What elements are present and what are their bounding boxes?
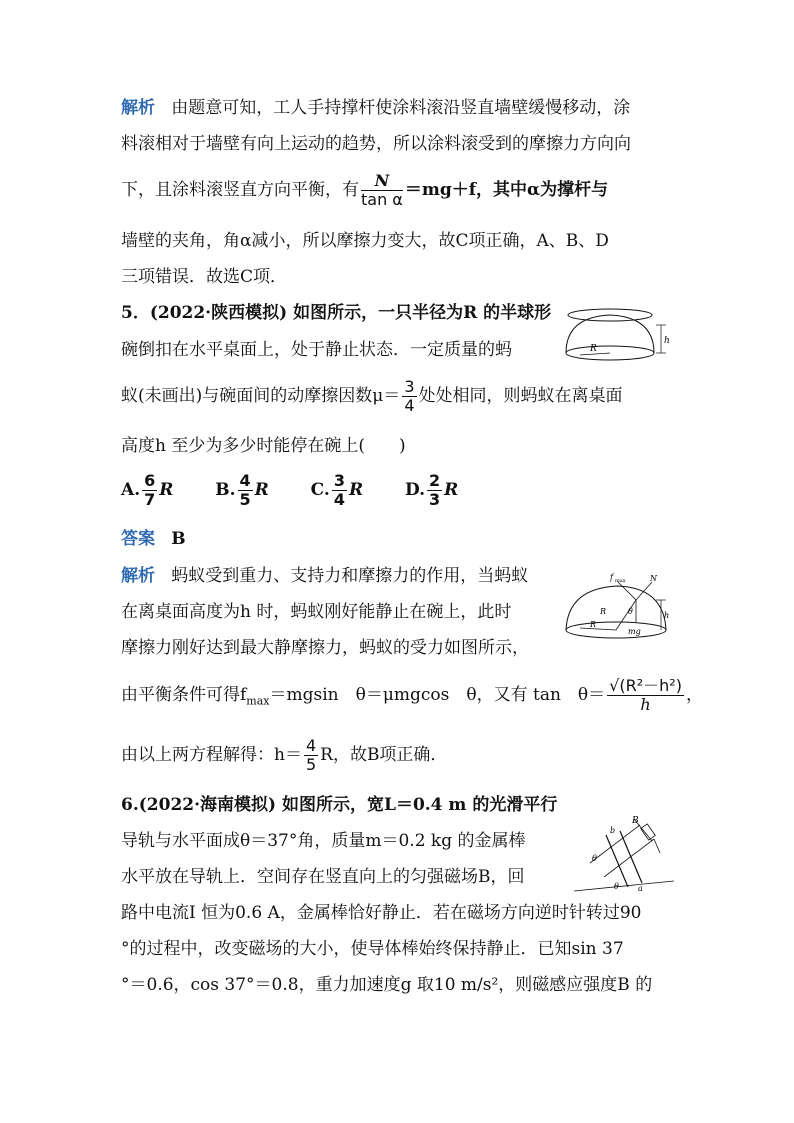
- sol4-text-3a: 下，且涂料滚竖直方向平衡，有: [121, 180, 359, 200]
- f-max-subscript: max: [246, 694, 270, 708]
- option-c-den: 4: [333, 490, 345, 509]
- q5-sol-line-2: 在离桌面高度为h 时，蚂蚁刚好能静止在碗上，此时: [121, 602, 512, 622]
- tan-denominator: h: [640, 695, 651, 714]
- q5-sol-text-5b: R，故B项正确．: [320, 745, 448, 765]
- fig2-fmax-sub: max: [615, 578, 626, 584]
- mu-fraction: [402, 378, 416, 415]
- option-d-fraction: [427, 472, 442, 509]
- q5-sol-text-1: 蚂蚁受到重力、支持力和摩擦力的作用，当蚂蚁: [171, 566, 529, 586]
- fig3-theta1-label: θ: [592, 854, 597, 863]
- result-num: 4: [305, 736, 317, 755]
- option-d-unit: R: [444, 480, 459, 500]
- option-b-unit: R: [254, 480, 269, 500]
- tan-fraction: [607, 677, 684, 714]
- option-d[interactable]: [404, 471, 459, 509]
- q5-sol-text-4b: ＝mgsin θ＝μmgcos θ，又有 tan θ＝: [269, 685, 606, 705]
- option-d-den: 3: [429, 490, 441, 509]
- q6-line-5: °的过程中，改变磁场的大小，使导体棒始终保持静止．已知sin 37: [121, 939, 624, 959]
- sol4-line-4: 墙壁的夹角，角α减小，所以摩擦力变大，故C项正确，A、B、D: [121, 231, 609, 251]
- fraction-n-tan: [361, 172, 403, 209]
- option-a-den: 7: [144, 490, 156, 509]
- fig2-mg-label: mg: [628, 627, 641, 636]
- option-c-unit: R: [348, 480, 364, 500]
- sol4-line-1: [121, 97, 630, 119]
- fig2-f-label: f: [610, 573, 613, 582]
- answer-value: B: [171, 529, 186, 549]
- q5-options: [121, 470, 458, 510]
- hemisphere-figure: [560, 305, 680, 365]
- option-b-num: 4: [239, 471, 251, 490]
- fig2-n-label: N: [650, 574, 657, 583]
- option-b[interactable]: [215, 471, 269, 509]
- rails-figure: [570, 805, 680, 895]
- option-b-fraction: [238, 472, 253, 509]
- sol4-line-2: 料滚相对于墙壁有向上运动的趋势，所以涂料滚受到的摩擦力方向向: [121, 134, 631, 154]
- q5-line-2: 碗倒扣在水平桌面上，处于静止状态．一定质量的蚂: [121, 340, 512, 360]
- option-a-num: 6: [144, 471, 156, 490]
- sol4-line-3: [121, 170, 608, 210]
- result-den: 5: [305, 755, 317, 774]
- q5-sol-line-4: 由平衡条件可得$f_{max}=mgsin$ θ＝μmgcos θ，又有 tan θ＝ $\frac{\text{√(R²－h²)}}{h}$ ，: [121, 676, 703, 714]
- fig1-h-label: h: [664, 336, 670, 346]
- q5-sol-text-4a: 由平衡条件可得f: [121, 685, 247, 705]
- solution-label-2: 解析: [121, 566, 155, 586]
- q5-line-4: 高度h 至少为多少时能停在碗上( ): [121, 436, 406, 456]
- q6-line-1: 6.(2022·海南模拟) 如图所示，宽L＝0.4 m 的光滑平行: [121, 795, 558, 815]
- fig2-h-label: h: [664, 611, 670, 620]
- tan-numerator: √(R²－h²): [609, 676, 682, 695]
- option-d-label: D.: [404, 480, 425, 500]
- answer-label: 答案: [121, 529, 155, 549]
- option-a-label: A.: [121, 480, 141, 500]
- q5-sol-line-3: 摩擦力刚好达到最大静摩擦力，蚂蚁的受力如图所示，: [121, 638, 529, 658]
- q5-line-1: 5．(2022·陕西模拟) 如图所示，一只半径为R 的半球形: [121, 303, 552, 323]
- option-c-label: C.: [310, 480, 330, 500]
- fig3-a-label: a: [638, 884, 643, 893]
- option-b-label: B.: [215, 480, 236, 500]
- solution-label: 解析: [121, 98, 155, 118]
- fig2-r1-label: R: [600, 607, 607, 616]
- q5-sol-line-5: [121, 735, 447, 775]
- q5-sol-text-5a: 由以上两方程解得：h＝: [121, 745, 302, 765]
- frac-denominator: tan α: [361, 190, 403, 209]
- q5-line-3: [121, 376, 623, 416]
- result-fraction: [304, 737, 318, 774]
- option-c-num: 3: [333, 471, 345, 490]
- q5-text-3a: 蚁(未画出)与碗面间的动摩擦因数μ＝: [121, 386, 401, 406]
- option-c-fraction: [332, 472, 347, 509]
- option-d-num: 2: [429, 471, 441, 490]
- force-diagram: [560, 570, 685, 645]
- fig3-small-b-label: b: [610, 826, 616, 835]
- mu-numerator: 3: [404, 377, 415, 396]
- option-a[interactable]: [121, 471, 174, 509]
- q5-answer-line: [121, 528, 186, 550]
- sol4-text-3b: ＝mg＋f，其中α为撑杆与: [404, 180, 609, 200]
- fig1-r-label: R: [590, 344, 597, 354]
- option-b-den: 5: [239, 490, 251, 509]
- fig3-theta2-label: θ: [614, 882, 619, 891]
- fig3-b-label: B: [632, 816, 639, 826]
- fig2-r2-label: R: [590, 620, 597, 629]
- option-a-fraction: [142, 472, 157, 509]
- fig2-theta-label: θ: [628, 607, 633, 616]
- option-a-unit: R: [159, 480, 174, 500]
- q5-sol-line-1: [121, 565, 528, 587]
- sol4-line-5: 三项错误．故选C项．: [121, 267, 288, 287]
- q6-line-6: °＝0.6，cos 37°＝0.8，重力加速度g 取10 m/s²，则磁感应强度B 的: [121, 975, 653, 995]
- frac-numerator: N: [361, 172, 403, 191]
- q6-line-2: 导轨与水平面成θ＝37°角，质量m＝0.2 kg 的金属棒: [121, 831, 526, 851]
- q6-line-3: 水平放在导轨上．空间存在竖直向上的匀强磁场B，回: [121, 867, 525, 887]
- sol4-text-1: 由题意可知，工人手持撑杆使涂料滚沿竖直墙壁缓慢移动，涂: [171, 98, 631, 118]
- q5-text-3b: 处处相同，则蚂蚁在离桌面: [418, 386, 623, 406]
- option-c[interactable]: [310, 471, 364, 509]
- mu-denominator: 4: [404, 396, 415, 415]
- q6-line-4: 路中电流I 恒为0.6 A，金属棒恰好静止．若在磁场方向逆时针转过90: [121, 903, 642, 923]
